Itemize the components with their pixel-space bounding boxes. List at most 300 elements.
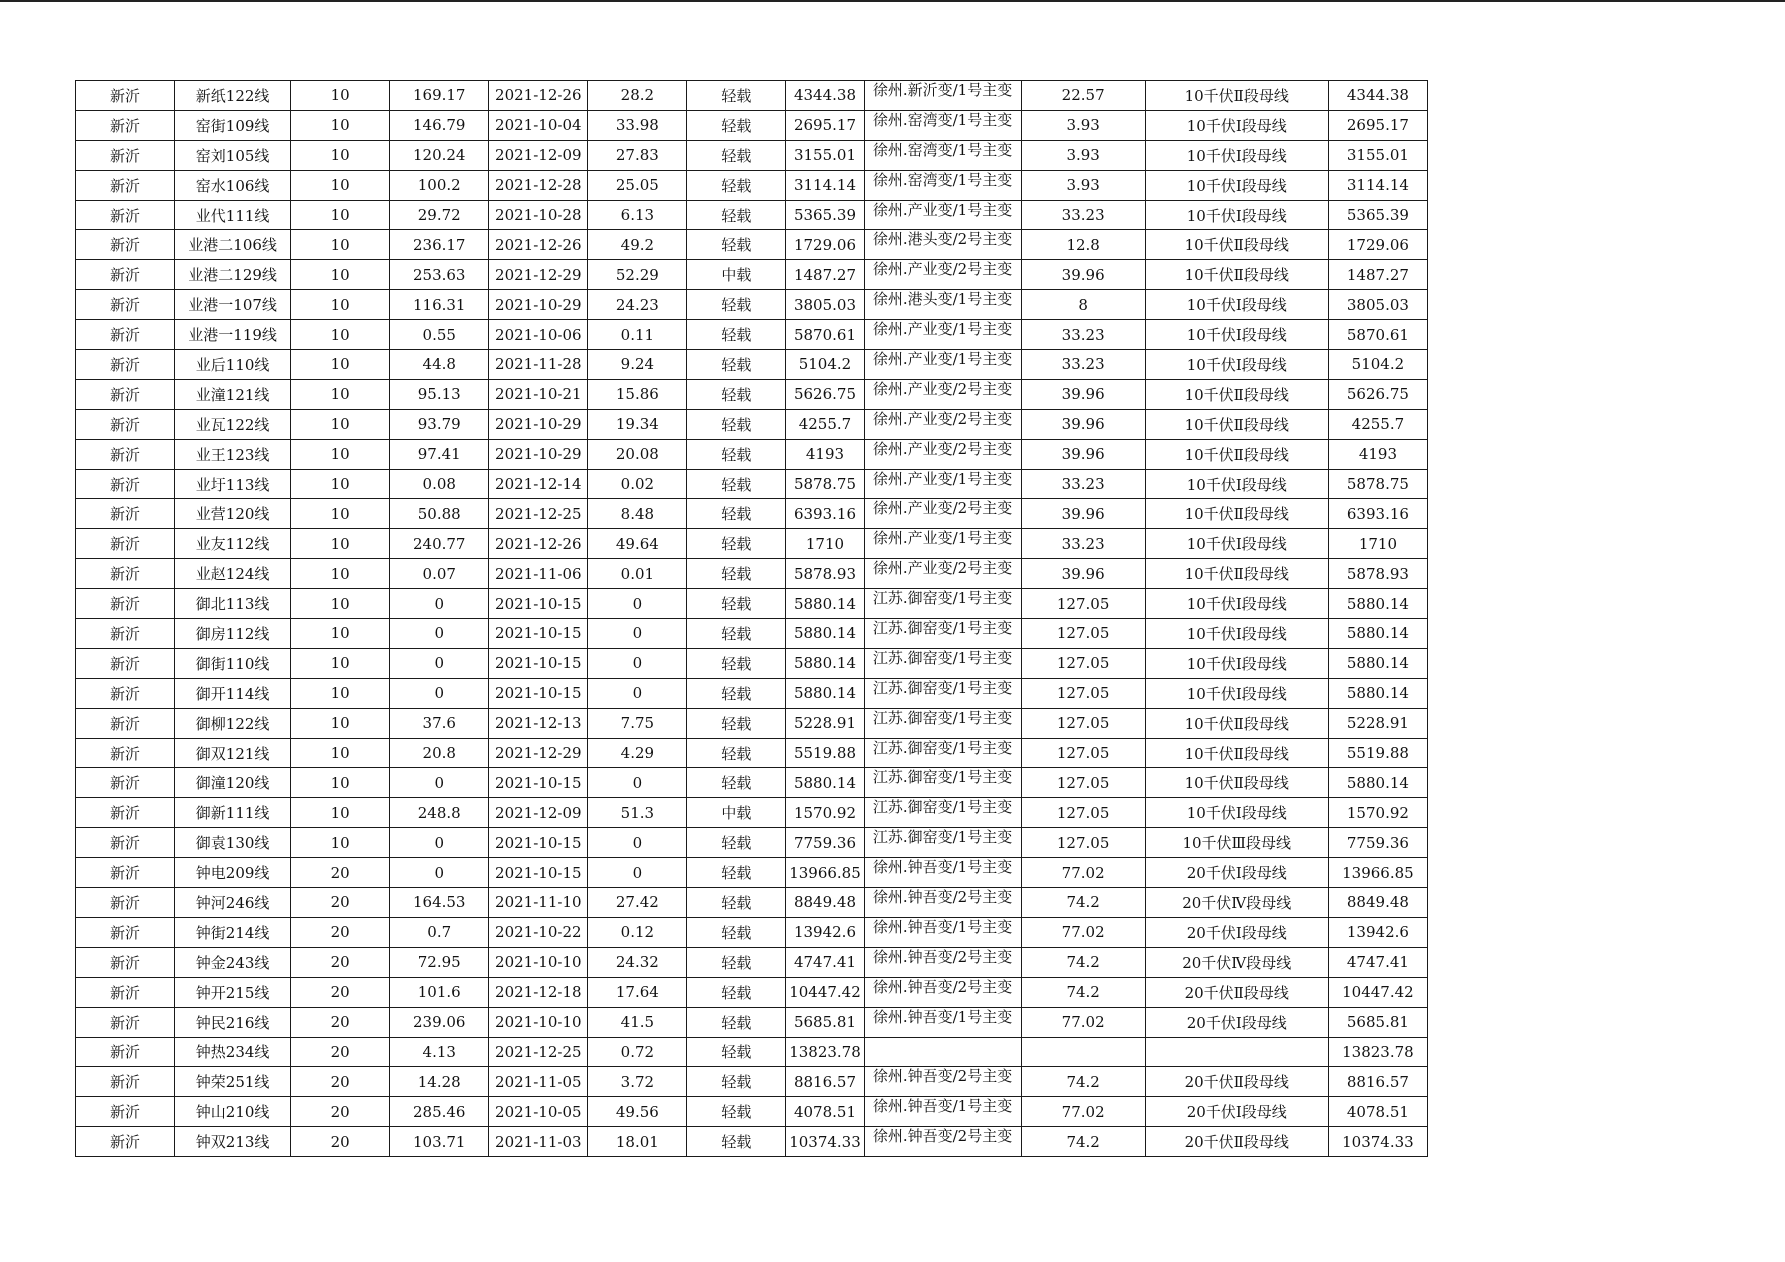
cell-line: 业瓦122线 [175,409,291,439]
cell-value-b: 15.86 [588,379,687,409]
cell-area: 新沂 [76,798,175,828]
cell-capacity: 13823.78 [786,1037,864,1067]
cell-load-status: 轻载 [687,140,786,170]
cell-area: 新沂 [76,110,175,140]
cell-busbar: 20千伏Ⅳ段母线 [1145,888,1328,918]
cell-capacity-repeat: 5626.75 [1328,379,1427,409]
cell-capacity: 1487.27 [786,260,864,290]
cell-value-b: 0 [588,828,687,858]
cell-area: 新沂 [76,828,175,858]
cell-date: 2021-10-10 [489,1007,588,1037]
cell-voltage: 10 [291,828,390,858]
cell-line: 窑水106线 [175,170,291,200]
cell-capacity-repeat: 8849.48 [1328,888,1427,918]
cell-value-c: 127.05 [1021,798,1145,828]
cell-value-c: 74.2 [1021,888,1145,918]
cell-voltage: 10 [291,798,390,828]
cell-value-a: 253.63 [390,260,489,290]
cell-line: 钟街214线 [175,917,291,947]
cell-value-a: 0 [390,648,489,678]
cell-line: 钟双213线 [175,1127,291,1157]
cell-substation [864,140,1021,170]
cell-area: 新沂 [76,230,175,260]
cell-capacity-repeat: 3805.03 [1328,290,1427,320]
table-row [76,738,1428,768]
cell-capacity-repeat: 4747.41 [1328,947,1427,977]
cell-voltage: 10 [291,678,390,708]
cell-busbar: 10千伏Ⅱ段母线 [1145,738,1328,768]
cell-busbar: 10千伏Ⅰ段母线 [1145,350,1328,380]
cell-value-c: 77.02 [1021,1097,1145,1127]
cell-substation [864,559,1021,589]
table-row [76,529,1428,559]
substation-text: 徐州.窑湾变/1号主变 [872,171,1013,189]
substation-text: 徐州.钟吾变/2号主变 [872,978,1013,996]
table-row [76,589,1428,619]
cell-substation [864,320,1021,350]
cell-load-status: 轻载 [687,499,786,529]
cell-line: 业潼121线 [175,379,291,409]
cell-date: 2021-11-10 [489,888,588,918]
cell-value-c [1021,1037,1145,1067]
cell-value-c: 127.05 [1021,678,1145,708]
cell-voltage: 20 [291,1007,390,1037]
cell-date: 2021-12-29 [489,738,588,768]
cell-voltage: 10 [291,290,390,320]
cell-line: 钟河246线 [175,888,291,918]
cell-value-c: 3.93 [1021,170,1145,200]
cell-load-status: 轻载 [687,529,786,559]
table-row [76,1067,1428,1097]
cell-value-c: 39.96 [1021,379,1145,409]
substation-text: 江苏.御窑变/1号主变 [872,679,1013,697]
cell-capacity-repeat: 7759.36 [1328,828,1427,858]
cell-substation [864,798,1021,828]
cell-load-status: 轻载 [687,379,786,409]
cell-voltage: 10 [291,559,390,589]
cell-capacity: 1710 [786,529,864,559]
substation-text: 徐州.钟吾变/2号主变 [872,888,1013,906]
table-row [76,559,1428,589]
cell-value-a: 93.79 [390,409,489,439]
substation-text: 徐州.港头变/2号主变 [872,231,1013,249]
cell-load-status: 轻载 [687,200,786,230]
cell-voltage: 20 [291,1097,390,1127]
cell-area: 新沂 [76,858,175,888]
substation-text: 徐州.产业变/1号主变 [872,321,1013,339]
cell-capacity: 5880.14 [786,589,864,619]
cell-value-a: 164.53 [390,888,489,918]
cell-value-a: 50.88 [390,499,489,529]
cell-value-b: 0 [588,589,687,619]
cell-load-status: 轻载 [687,977,786,1007]
cell-date: 2021-10-15 [489,828,588,858]
cell-area: 新沂 [76,140,175,170]
cell-value-a: 169.17 [390,81,489,111]
cell-voltage: 10 [291,768,390,798]
cell-busbar: 10千伏Ⅰ段母线 [1145,798,1328,828]
cell-value-b: 0 [588,768,687,798]
cell-voltage: 10 [291,170,390,200]
cell-value-a: 100.2 [390,170,489,200]
substation-text: 江苏.御窑变/1号主变 [872,739,1013,757]
cell-load-status: 轻载 [687,888,786,918]
cell-capacity: 5880.14 [786,768,864,798]
cell-value-b: 49.2 [588,230,687,260]
cell-value-c: 74.2 [1021,947,1145,977]
cell-area: 新沂 [76,320,175,350]
cell-date: 2021-12-13 [489,708,588,738]
substation-text: 徐州.钟吾变/1号主变 [872,1008,1013,1026]
cell-substation [864,768,1021,798]
cell-value-a: 0.55 [390,320,489,350]
substation-text: 徐州.新沂变/1号主变 [872,81,1013,99]
cell-value-b: 0.11 [588,320,687,350]
cell-value-c: 39.96 [1021,260,1145,290]
cell-substation [864,888,1021,918]
cell-area: 新沂 [76,619,175,649]
cell-busbar: 10千伏Ⅰ段母线 [1145,589,1328,619]
cell-line: 新纸122线 [175,81,291,111]
cell-area: 新沂 [76,1067,175,1097]
cell-voltage: 10 [291,200,390,230]
cell-capacity: 6393.16 [786,499,864,529]
cell-value-a: 239.06 [390,1007,489,1037]
cell-value-c: 33.23 [1021,350,1145,380]
feeder-load-table [75,80,1428,1157]
cell-value-b: 41.5 [588,1007,687,1037]
cell-area: 新沂 [76,499,175,529]
substation-text: 徐州.产业变/1号主变 [872,530,1013,548]
cell-busbar: 10千伏Ⅰ段母线 [1145,140,1328,170]
table-row [76,379,1428,409]
cell-date: 2021-10-21 [489,379,588,409]
cell-substation [864,708,1021,738]
cell-capacity-repeat: 5365.39 [1328,200,1427,230]
cell-area: 新沂 [76,529,175,559]
cell-voltage: 10 [291,529,390,559]
cell-date: 2021-12-09 [489,798,588,828]
cell-substation [864,828,1021,858]
cell-voltage: 10 [291,379,390,409]
cell-substation [864,409,1021,439]
cell-area: 新沂 [76,200,175,230]
table-row [76,81,1428,111]
cell-area: 新沂 [76,81,175,111]
cell-substation [864,350,1021,380]
cell-voltage: 20 [291,977,390,1007]
cell-line: 御新111线 [175,798,291,828]
cell-substation [864,589,1021,619]
cell-area: 新沂 [76,469,175,499]
cell-capacity: 5104.2 [786,350,864,380]
cell-capacity: 4747.41 [786,947,864,977]
cell-capacity: 8849.48 [786,888,864,918]
cell-capacity: 4078.51 [786,1097,864,1127]
substation-text: 徐州.产业变/1号主变 [872,201,1013,219]
cell-area: 新沂 [76,917,175,947]
cell-busbar: 10千伏Ⅰ段母线 [1145,678,1328,708]
cell-line: 御柳122线 [175,708,291,738]
substation-text [867,1038,1019,1065]
table-row [76,708,1428,738]
cell-capacity: 5880.14 [786,619,864,649]
cell-capacity: 13966.85 [786,858,864,888]
table-row [76,290,1428,320]
cell-load-status: 轻载 [687,290,786,320]
cell-value-c: 39.96 [1021,409,1145,439]
cell-date: 2021-10-29 [489,439,588,469]
cell-area: 新沂 [76,439,175,469]
cell-value-b: 28.2 [588,81,687,111]
cell-capacity: 5878.75 [786,469,864,499]
cell-area: 新沂 [76,1007,175,1037]
cell-capacity-repeat: 4344.38 [1328,81,1427,111]
cell-value-c: 127.05 [1021,619,1145,649]
cell-capacity: 10447.42 [786,977,864,1007]
cell-load-status: 轻载 [687,648,786,678]
table-row [76,499,1428,529]
cell-date: 2021-11-03 [489,1127,588,1157]
cell-value-b: 0 [588,858,687,888]
cell-line: 钟荣251线 [175,1067,291,1097]
cell-load-status: 轻载 [687,708,786,738]
cell-load-status: 轻载 [687,738,786,768]
cell-capacity-repeat: 4255.7 [1328,409,1427,439]
cell-load-status: 轻载 [687,589,786,619]
cell-capacity-repeat: 4193 [1328,439,1427,469]
cell-date: 2021-10-29 [489,290,588,320]
cell-busbar: 20千伏Ⅱ段母线 [1145,977,1328,1007]
cell-value-c: 127.05 [1021,589,1145,619]
cell-value-c: 77.02 [1021,917,1145,947]
cell-area: 新沂 [76,589,175,619]
cell-area: 新沂 [76,977,175,1007]
cell-capacity-repeat: 13823.78 [1328,1037,1427,1067]
table-row [76,1007,1428,1037]
cell-voltage: 10 [291,589,390,619]
cell-load-status: 轻载 [687,678,786,708]
cell-busbar: 10千伏Ⅱ段母线 [1145,409,1328,439]
cell-busbar: 10千伏Ⅰ段母线 [1145,110,1328,140]
cell-load-status: 轻载 [687,409,786,439]
cell-line: 业港二106线 [175,230,291,260]
table-row [76,678,1428,708]
cell-area: 新沂 [76,947,175,977]
cell-line: 御双121线 [175,738,291,768]
cell-voltage: 10 [291,499,390,529]
cell-voltage: 10 [291,648,390,678]
table-row [76,977,1428,1007]
cell-value-c: 8 [1021,290,1145,320]
substation-text: 徐州.钟吾变/2号主变 [872,948,1013,966]
table-row [76,170,1428,200]
cell-capacity-repeat: 3114.14 [1328,170,1427,200]
cell-value-c: 127.05 [1021,708,1145,738]
cell-load-status: 轻载 [687,170,786,200]
table-row [76,1097,1428,1127]
cell-load-status: 轻载 [687,1037,786,1067]
table-row [76,350,1428,380]
cell-value-a: 0 [390,619,489,649]
cell-capacity: 1570.92 [786,798,864,828]
cell-busbar: 20千伏Ⅱ段母线 [1145,1127,1328,1157]
cell-capacity-repeat: 5104.2 [1328,350,1427,380]
cell-busbar: 10千伏Ⅰ段母线 [1145,290,1328,320]
cell-busbar: 10千伏Ⅱ段母线 [1145,230,1328,260]
cell-date: 2021-11-06 [489,559,588,589]
cell-value-b: 19.34 [588,409,687,439]
cell-area: 新沂 [76,409,175,439]
cell-area: 新沂 [76,1127,175,1157]
substation-text: 徐州.产业变/2号主变 [872,380,1013,398]
cell-capacity-repeat: 5870.61 [1328,320,1427,350]
cell-line: 窑街109线 [175,110,291,140]
cell-line: 御街110线 [175,648,291,678]
cell-value-a: 0 [390,589,489,619]
cell-value-a: 0.08 [390,469,489,499]
cell-load-status: 轻载 [687,1007,786,1037]
cell-value-b: 0 [588,678,687,708]
cell-value-b: 3.72 [588,1067,687,1097]
cell-area: 新沂 [76,648,175,678]
cell-value-a: 95.13 [390,379,489,409]
cell-date: 2021-10-05 [489,1097,588,1127]
cell-area: 新沂 [76,888,175,918]
substation-text: 徐州.产业变/1号主变 [872,350,1013,368]
cell-line: 业营120线 [175,499,291,529]
substation-text: 徐州.产业变/1号主变 [872,470,1013,488]
cell-capacity: 5878.93 [786,559,864,589]
cell-date: 2021-10-10 [489,947,588,977]
substation-text: 江苏.御窑变/1号主变 [872,590,1013,608]
cell-capacity: 1729.06 [786,230,864,260]
cell-load-status: 轻载 [687,439,786,469]
cell-voltage: 20 [291,888,390,918]
cell-load-status: 轻载 [687,110,786,140]
cell-load-status: 轻载 [687,768,786,798]
cell-value-b: 4.29 [588,738,687,768]
cell-substation [864,1097,1021,1127]
substation-text: 徐州.钟吾变/1号主变 [872,918,1013,936]
cell-value-c: 127.05 [1021,828,1145,858]
cell-capacity-repeat: 5880.14 [1328,589,1427,619]
cell-value-a: 248.8 [390,798,489,828]
substation-text: 徐州.窑湾变/1号主变 [872,141,1013,159]
cell-substation [864,290,1021,320]
cell-substation [864,499,1021,529]
cell-value-c: 33.23 [1021,320,1145,350]
cell-substation [864,81,1021,111]
cell-value-a: 72.95 [390,947,489,977]
cell-value-a: 0.07 [390,559,489,589]
cell-date: 2021-10-15 [489,858,588,888]
substation-text: 徐州.产业变/2号主变 [872,410,1013,428]
cell-busbar: 10千伏Ⅰ段母线 [1145,170,1328,200]
cell-value-a: 37.6 [390,708,489,738]
cell-value-b: 8.48 [588,499,687,529]
cell-value-b: 24.23 [588,290,687,320]
cell-value-c: 39.96 [1021,439,1145,469]
cell-date: 2021-11-28 [489,350,588,380]
cell-load-status: 轻载 [687,320,786,350]
cell-value-b: 49.64 [588,529,687,559]
cell-date: 2021-12-25 [489,1037,588,1067]
cell-value-b: 27.42 [588,888,687,918]
cell-date: 2021-10-15 [489,619,588,649]
cell-line: 御房112线 [175,619,291,649]
table-row [76,888,1428,918]
cell-busbar: 10千伏Ⅱ段母线 [1145,768,1328,798]
table-row [76,619,1428,649]
cell-load-status: 轻载 [687,1067,786,1097]
cell-date: 2021-10-29 [489,409,588,439]
cell-capacity: 4255.7 [786,409,864,439]
cell-date: 2021-10-22 [489,917,588,947]
cell-line: 业后110线 [175,350,291,380]
cell-capacity: 5519.88 [786,738,864,768]
cell-busbar: 10千伏Ⅰ段母线 [1145,619,1328,649]
cell-substation [864,439,1021,469]
table-row [76,858,1428,888]
cell-substation [864,858,1021,888]
cell-line: 业港一119线 [175,320,291,350]
cell-value-c: 74.2 [1021,1127,1145,1157]
cell-voltage: 10 [291,230,390,260]
cell-value-c: 33.23 [1021,529,1145,559]
cell-value-c: 127.05 [1021,738,1145,768]
cell-line: 业赵124线 [175,559,291,589]
cell-voltage: 20 [291,917,390,947]
cell-line: 钟金243线 [175,947,291,977]
cell-load-status: 轻载 [687,1127,786,1157]
table-row [76,230,1428,260]
cell-date: 2021-10-06 [489,320,588,350]
cell-value-b: 52.29 [588,260,687,290]
cell-substation [864,1037,1021,1067]
cell-value-c: 22.57 [1021,81,1145,111]
cell-substation [864,1067,1021,1097]
substation-text: 徐州.产业变/2号主变 [872,500,1013,518]
cell-date: 2021-12-14 [489,469,588,499]
table-row [76,828,1428,858]
cell-busbar: 20千伏Ⅰ段母线 [1145,1097,1328,1127]
cell-date: 2021-10-15 [489,648,588,678]
cell-substation [864,977,1021,1007]
cell-capacity-repeat: 3155.01 [1328,140,1427,170]
cell-capacity: 2695.17 [786,110,864,140]
cell-voltage: 20 [291,1037,390,1067]
cell-value-c: 127.05 [1021,648,1145,678]
cell-busbar: 20千伏Ⅰ段母线 [1145,858,1328,888]
cell-substation [864,529,1021,559]
cell-area: 新沂 [76,708,175,738]
cell-busbar: 10千伏Ⅱ段母线 [1145,81,1328,111]
cell-voltage: 10 [291,409,390,439]
cell-area: 新沂 [76,379,175,409]
cell-value-b: 20.08 [588,439,687,469]
cell-load-status: 轻载 [687,559,786,589]
cell-date: 2021-10-04 [489,110,588,140]
cell-value-a: 14.28 [390,1067,489,1097]
cell-capacity-repeat: 1710 [1328,529,1427,559]
cell-capacity-repeat: 10374.33 [1328,1127,1427,1157]
cell-load-status: 轻载 [687,619,786,649]
cell-area: 新沂 [76,290,175,320]
cell-substation [864,230,1021,260]
cell-area: 新沂 [76,1097,175,1127]
table-row [76,648,1428,678]
